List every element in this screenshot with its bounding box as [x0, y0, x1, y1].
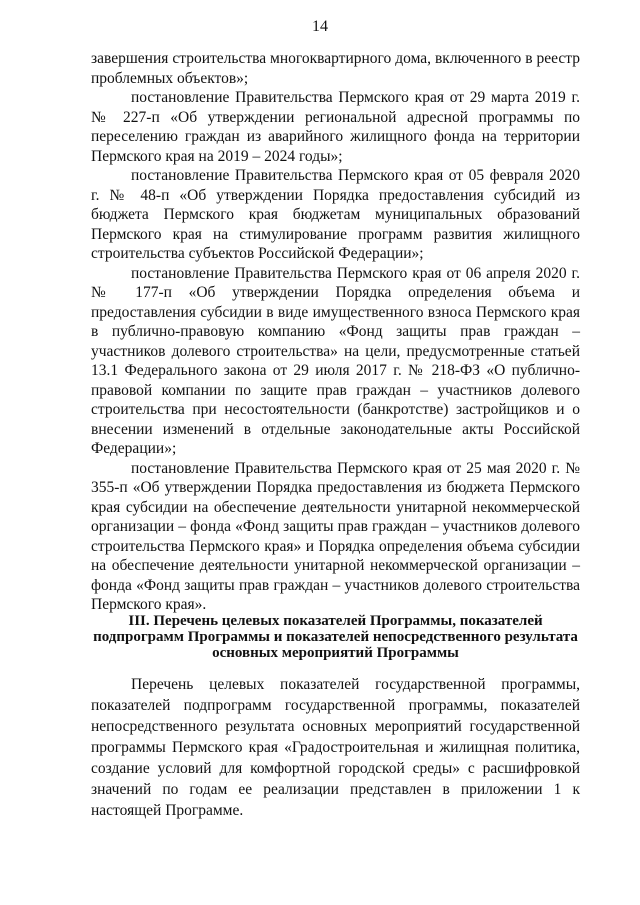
paragraph-decree-227: постановление Правительства Пермского края от 29 марта 2019 г. № 227-п «Об утверждении региональной адресной программы по переселению граждан из аварийного жилищного фонда на территории Пермского края на 2019 – 2024 годы»;	[91, 89, 580, 165]
paragraph-decree-177: постановление Правительства Пермского края от 06 апреля 2020 г. № 177-п «Об утверждении Порядка определения объема и предоставления субсидии в виде имущественного взноса Пермского края в публично-правовую компанию «Фонд защиты прав граждан – участников долевого строительства» на цели, предусмотренные статьей 13.1 Федерального закона от 29 июля 2017 г. № 218-ФЗ «О публично-правовой компании по защите прав граждан – участников долевого строительства при несостоятельности (банкротстве) застройщиков и о внесении изменений в отдельные законодательные акты Российской Федерации»;	[91, 264, 580, 457]
section-heading: III. Перечень целевых показателей Программы, показателей подпрограмм Программы и показателей непосредственного результата основных мероприятий Программы	[93, 613, 578, 661]
paragraph-decree-48: постановление Правительства Пермского края от 05 февраля 2020 г. № 48-п «Об утверждении Порядка предоставления субсидий из бюджета Пермского края бюджетам муниципальных образований Пермского края на стимулирование программ развития жилищного строительства субъектов Российской Федерации»;	[91, 167, 580, 262]
paragraph-indicators: Перечень целевых показателей государственной программы, показателей подпрограмм государственной программы, показателей непосредственного результата основных мероприятий государственной программы Пермского края «Градостроительная и жилищная политика, создание условий для комфортной городской среды» с расшифровкой значений по годам ее реализации представлен в приложении 1 к настоящей Программе.	[91, 676, 580, 819]
paragraph-decree-355: постановление Правительства Пермского края от 25 мая 2020 г. № 355-п «Об утверждении Порядка предоставления из бюджета Пермского края субсидии на обеспечение деятельности унитарной некоммерческой организации – фонда «Фонд защиты прав граждан – участников долевого строительства Пермского края» и Порядка определения объема субсидии на обеспечение деятельности унитарной некоммерческой организации – фонда «Фонд защиты прав граждан – участников долевого строительства Пермского края».	[91, 459, 580, 613]
page-number: 14	[312, 18, 328, 35]
section-body	[91, 674, 580, 821]
paragraph-continuation: завершения строительства многоквартирного дома, включенного в реестр проблемных объектов»;	[91, 50, 580, 87]
decree-list	[91, 49, 580, 615]
